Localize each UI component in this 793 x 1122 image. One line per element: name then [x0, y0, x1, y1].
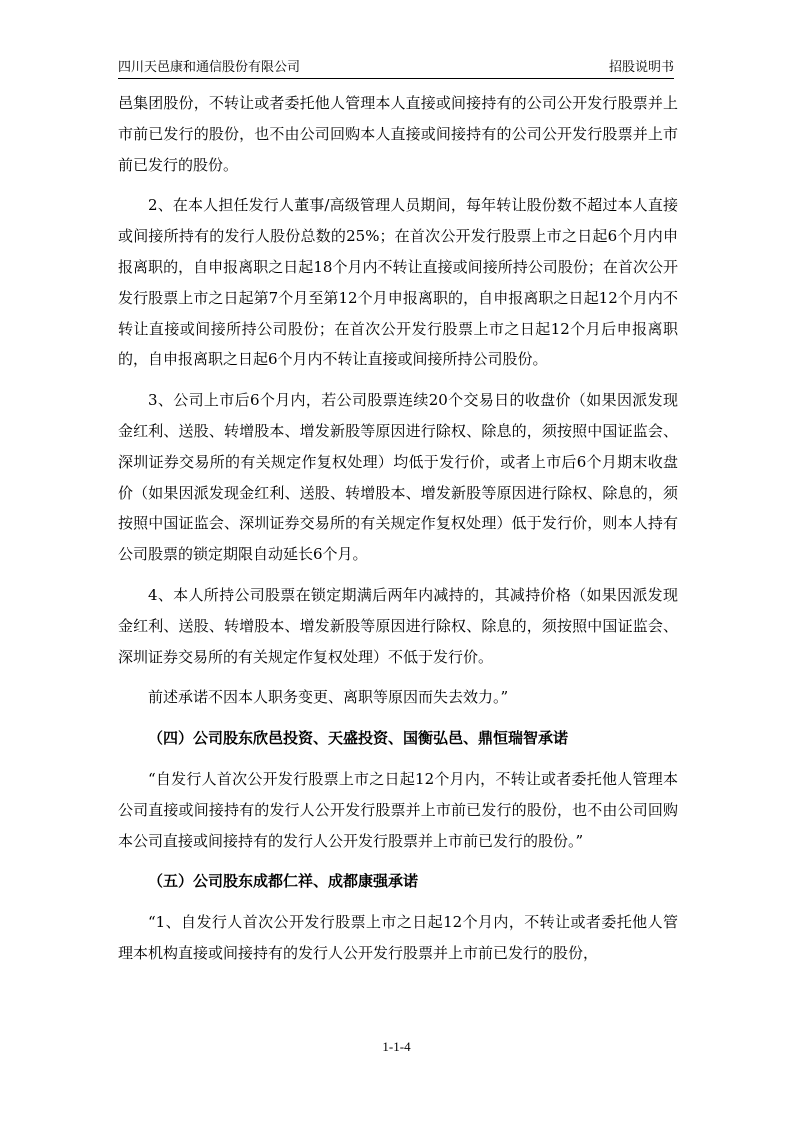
document-body [118, 88, 678, 979]
page-number: 1-1-4 [382, 1039, 411, 1054]
paragraph-commitment-4: 4、本人所持公司股票在锁定期满后两年内减持的，其减持价格（如果因派发现金红利、送股、转增股本、增发新股等原因进行除权、除息的，须按照中国证监会、深圳证券交易所的有关规定作复权处理）不低于发行价。 [118, 585, 678, 666]
page-header [118, 52, 674, 79]
paragraph-continuation: 邑集团股份，不转让或者委托他人管理本人直接或间接持有的公司公开发行股票并上市前已发行的股份，也不由公司回购本人直接或间接持有的公司公开发行股票并上市前已发行的股份。 [118, 94, 678, 174]
section-heading-4: （四）公司股东欣邑投资、天盛投资、国衡弘邑、鼎恒瑞智承诺 [148, 729, 569, 748]
header-company-name: 四川天邑康和通信股份有限公司 [118, 60, 301, 75]
paragraph-closing-statement: 前述承诺不因本人职务变更、离职等原因而失去效力。” [148, 688, 509, 707]
section-heading-5: （五）公司股东成都仁祥、成都康强承诺 [148, 872, 419, 891]
paragraph-section-5-commitment: “1、自发行人首次公开发行股票上市之日起12个月内，不转让或者委托他人管理本机构直接或间接持有的发行人公开发行股票并上市前已发行的股份， [118, 913, 678, 962]
paragraph-section-4-commitment: “自发行人首次公开发行股票上市之日起12个月内，不转让或者委托他人管理本公司直接或间接持有的发行人公开发行股票并上市前已发行的股份，也不由公司回购本公司直接或间接持有的发行人公开发行股票并上市前已发行的股份。” [118, 769, 678, 850]
header-document-type: 招股说明书 [608, 60, 674, 75]
paragraph-commitment-3: 3、公司上市后6个月内，若公司股票连续20个交易日的收盘价（如果因派发现金红利、送股、转增股本、增发新股等原因进行除权、除息的，须按照中国证监会、深圳证券交易所的有关规定作复权处理）均低于发行价，或者上市后6个月期末收盘价（如果因派发现金红利、送股、转增股本、增发新股等原因进行除权、除息的，须按照中国证监会、深圳证券交易所的有关规定作复权处理）低于发行价，则本人持有公司股票的锁定期限自动延长6个月。 [118, 391, 678, 564]
paragraph-commitment-2: 2、在本人担任发行人董事/高级管理人员期间，每年转让股份数不超过本人直接或间接所持有的发行人股份总数的25%；在首次公开发行股票上市之日起6个月内申报离职的，自申报离职之日起18个月内不转让直接或间接所持公司股份；在首次公开发行股票上市之日起第7个月至第12个月申报离职的，自申报离职之日起12个月内不转让直接或间接所持公司股份；在首次公开发行股票上市之日起12个月后申报离职的，自申报离职之日起6个月内不转让直接或间接所持公司股份。 [118, 196, 678, 369]
